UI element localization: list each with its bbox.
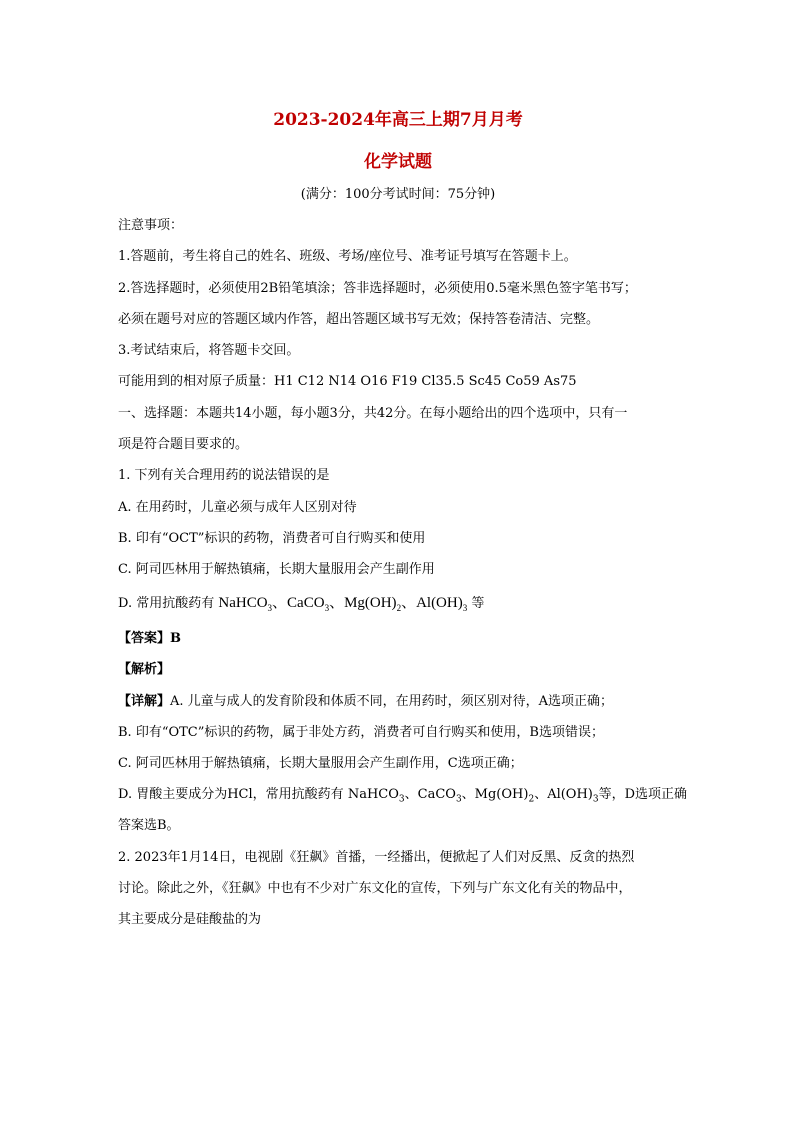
detail-label: 【详解】 <box>118 694 171 709</box>
detail-d-prefix: D. 胃酸主要成分为HCl，常用抗酸药有 <box>118 787 344 802</box>
q1-detail-b: B. 印有“OTC”标识的药物，属于非处方药，消费者可自行购买和使用，B选项错误； <box>118 725 604 740</box>
q2-line3: 其主要成分是硅酸盐的为 <box>118 912 262 927</box>
q1-detail-a <box>118 693 613 711</box>
q2-line1: 2. 2023年1月14日，电视剧《狂飙》首播，一经播出，便掀起了人们对反黑、反贪的热烈 <box>118 850 635 865</box>
chem-formulas: NaHCO$_3$、CaCO$_3$、$Mg(OH)_2$、$Al(OH)_3$ <box>218 595 468 613</box>
section1-line2: 项是符合题目要求的。 <box>118 437 249 452</box>
q1-option-d <box>118 594 484 617</box>
notes-item-2a: 2.答选择题时，必须使用2B铅笔填涂；答非选择题时，必须使用0.5毫米黑色签字笔书写； <box>118 281 637 296</box>
q1-option-b: B. 印有“OCT”标识的药物，消费者可自行购买和使用 <box>118 531 426 546</box>
q1-option-d-suffix: 等 <box>471 596 485 611</box>
q1-detail-c: C. 阿司匹林用于解热镇痛，长期大量服用会产生副作用，C选项正确； <box>118 756 523 771</box>
answer-label: 【答案】 <box>118 631 171 646</box>
q1-option-a: A. 在用药时，儿童必须与成年人区别对待 <box>118 500 357 515</box>
detail-d-formulas: NaHCO$_3$、CaCO$_3$、$Mg(OH)_2$、$Al(OH)_3$ <box>347 787 599 805</box>
q1-stem: 1. 下列有关合理用药的说法错误的是 <box>118 468 330 483</box>
q1-analysis-label: 【解析】 <box>118 662 171 677</box>
atomic-mass-line: 可能用到的相对原子质量：H1 C12 N14 O16 F19 Cl35.5 Sc45 Co59 As75 <box>118 374 577 389</box>
q1-detail-d <box>118 786 687 809</box>
detail-a-text: A. 儿童与成人的发育阶段和体质不同，在用药时，须区别对待，A选项正确； <box>170 694 614 709</box>
q1-option-c: C. 阿司匹林用于解热镇痛，长期大量服用会产生副作用 <box>118 562 435 577</box>
q2-line2: 讨论。除此之外，《狂飙》中也有不少对广东文化的宣传，下列与广东文化有关的物品中， <box>118 881 632 896</box>
answer-value: B <box>170 631 182 646</box>
q1-option-d-prefix: D. 常用抗酸药有 <box>118 596 215 611</box>
detail-d-suffix: 等，D选项正确 <box>598 787 688 802</box>
notes-item-2b: 必须在题号对应的答题区域内作答，超出答题区域书写无效；保持答卷清洁、完整。 <box>118 312 600 327</box>
q1-answer <box>118 630 181 648</box>
notes-item-3: 3.考试结束后，将答题卡交回。 <box>118 343 300 358</box>
notes-heading: 注意事项： <box>118 218 184 233</box>
section1-line1: 一、选择题：本题共14小题，每小题3分，共42分。在每小题给出的四个选项中，只有一 <box>118 406 628 421</box>
q1-conclusion: 答案选B。 <box>118 818 180 833</box>
exam-info: (满分：100分考试时间：75分钟) <box>300 187 496 202</box>
notes-item-1: 1.答题前，考生将自己的姓名、班级、考场/座位号、准考证号填写在答题卡上。 <box>118 249 577 264</box>
exam-title: 2023-2024年高三上期7月月考 <box>273 110 523 130</box>
exam-subject: 化学试题 <box>364 152 432 172</box>
